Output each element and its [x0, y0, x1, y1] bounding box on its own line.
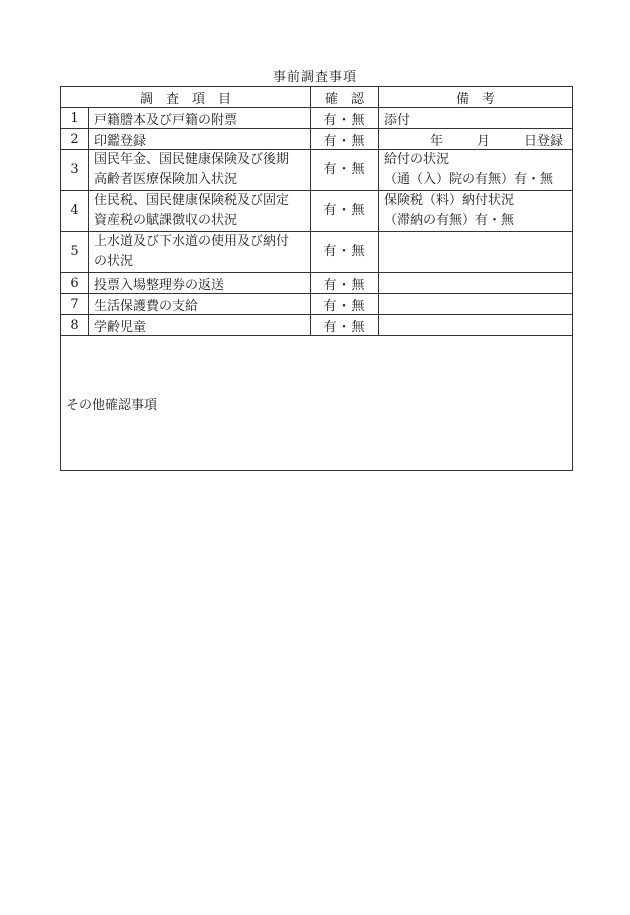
- row-number: 3: [61, 150, 89, 191]
- row-note: 添付: [379, 108, 573, 129]
- table-row: [61, 294, 573, 315]
- row-item-line: 上水道及び下水道の使用及び納付: [94, 234, 290, 249]
- row-number: 7: [61, 294, 89, 315]
- other-notes-row: [61, 336, 573, 471]
- row-item: [89, 232, 311, 273]
- header-item: 調 査 項 目: [61, 87, 311, 108]
- header-confirm: 確 認: [311, 87, 379, 108]
- other-notes-field: [61, 336, 573, 471]
- row-item: [89, 191, 311, 232]
- row-note-line: 給付の状況: [384, 152, 450, 167]
- row-note: [379, 191, 573, 232]
- row-item-line: 住民税、国民健康保険税及び固定: [94, 193, 290, 208]
- row-confirm: 有・無: [311, 273, 379, 294]
- table-row: [61, 108, 573, 129]
- row-note: [379, 129, 573, 150]
- row-item: 生活保護費の支給: [89, 294, 311, 315]
- header-row: [61, 87, 573, 108]
- row-note: [379, 150, 573, 191]
- row-confirm: 有・無: [311, 315, 379, 336]
- row-number: 1: [61, 108, 89, 129]
- row-item-line: 国民年金、国民健康保険及び後期: [94, 152, 290, 167]
- row-number: 5: [61, 232, 89, 273]
- table-row: [61, 191, 573, 232]
- row-number: 6: [61, 273, 89, 294]
- row-item: [89, 150, 311, 191]
- row-note: [379, 294, 573, 315]
- row-confirm: 有・無: [311, 232, 379, 273]
- table-row: [61, 315, 573, 336]
- row-confirm: 有・無: [311, 191, 379, 232]
- row-item: 印鑑登録: [89, 129, 311, 150]
- table-row: [61, 129, 573, 150]
- row-note-line: （滞納の有無）有・無: [384, 213, 515, 228]
- row-item-line: 資産税の賦課徴収の状況: [94, 213, 238, 228]
- date-day-label: 日登録: [523, 133, 563, 149]
- row-note-line: （通（入）院の有無）有・無: [384, 172, 554, 187]
- header-note: 備 考: [379, 87, 573, 108]
- row-item-line: 高齢者医療保険加入状況: [94, 172, 238, 187]
- survey-table: [60, 86, 573, 471]
- row-note-line: 保険税（料）納付状況: [384, 193, 515, 208]
- table-row: [61, 232, 573, 273]
- row-confirm: 有・無: [311, 150, 379, 191]
- table-row: [61, 273, 573, 294]
- row-item: 学齢児童: [89, 315, 311, 336]
- row-number: 8: [61, 315, 89, 336]
- row-confirm: 有・無: [311, 129, 379, 150]
- row-number: 2: [61, 129, 89, 150]
- date-month-label: 月: [477, 133, 491, 149]
- row-number: 4: [61, 191, 89, 232]
- table-row: [61, 150, 573, 191]
- row-confirm: 有・無: [311, 108, 379, 129]
- row-item: 戸籍謄本及び戸籍の附票: [89, 108, 311, 129]
- row-note: [379, 232, 573, 273]
- row-item: 投票入場整理券の返送: [89, 273, 311, 294]
- row-note: [379, 273, 573, 294]
- row-confirm: 有・無: [311, 294, 379, 315]
- date-year-label: 年: [430, 133, 444, 149]
- row-note: [379, 315, 573, 336]
- row-item-line: の状況: [94, 254, 134, 269]
- document-title: 事前調査事項: [272, 70, 357, 85]
- other-notes-label: その他確認事項: [66, 397, 158, 413]
